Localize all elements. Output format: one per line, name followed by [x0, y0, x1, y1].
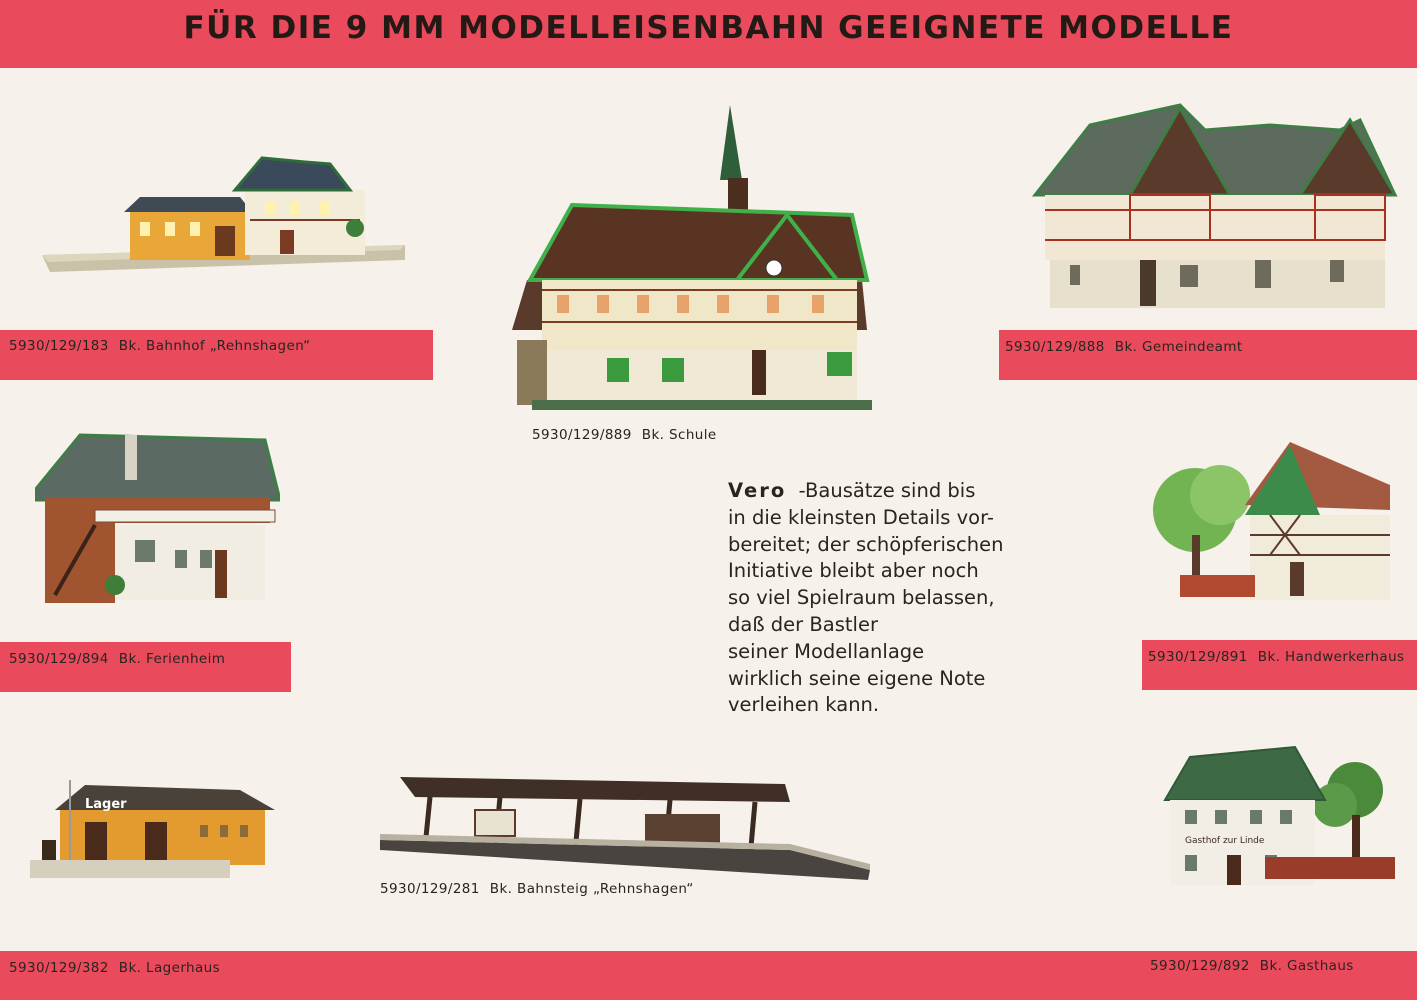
product-label-ferienheim: 5930/129/894 Bk. Ferienheim — [9, 651, 226, 667]
bahnhof-model-image — [40, 150, 410, 280]
label-band-ferienheim — [0, 642, 291, 692]
ferienheim-model-image — [35, 430, 280, 605]
vero-description: Vero -Bausätze sind bis in die kleinsten Details vor- bereitet; der schöpferischen Initiative bleibt aber noch so viel Spielraum belassen, daß der Bastler seiner Modellanlage wirklich seine eigene Note verleihen kann. — [728, 479, 1004, 717]
bahnsteig-model-image — [380, 772, 875, 882]
vero-brand: Vero — [728, 479, 787, 502]
gasthof-sign: Gasthof zur Linde — [1185, 836, 1265, 846]
label-band-handwerkerhaus — [1142, 640, 1417, 690]
lager-sign: Lager — [85, 797, 127, 812]
product-label-gemeindeamt: 5930/129/888 Bk. Gemeindeamt — [1005, 339, 1243, 355]
schule-model-image — [512, 100, 872, 415]
page-title: FÜR DIE 9 MM MODELLEISENBAHN GEEIGNETE MODELLE — [183, 10, 1234, 46]
product-label-lagerhaus: 5930/129/382 Bk. Lagerhaus — [9, 960, 221, 976]
lagerhaus-model-image — [30, 770, 280, 880]
product-label-gasthaus: 5930/129/892 Bk. Gasthaus — [1150, 958, 1354, 974]
handwerkerhaus-model-image — [1150, 440, 1400, 600]
product-label-bahnsteig: 5930/129/281 Bk. Bahnsteig „Rehnshagen“ — [380, 881, 694, 897]
label-band-gemeindeamt — [999, 330, 1417, 380]
gasthaus-model-image — [1155, 745, 1400, 890]
product-label-bahnhof: 5930/129/183 Bk. Bahnhof „Rehnshagen“ — [9, 338, 311, 354]
product-label-handwerkerhaus: 5930/129/891 Bk. Handwerkerhaus — [1148, 649, 1405, 665]
gemeindeamt-model-image — [1030, 100, 1400, 310]
product-label-schule: 5930/129/889 Bk. Schule — [532, 427, 717, 443]
